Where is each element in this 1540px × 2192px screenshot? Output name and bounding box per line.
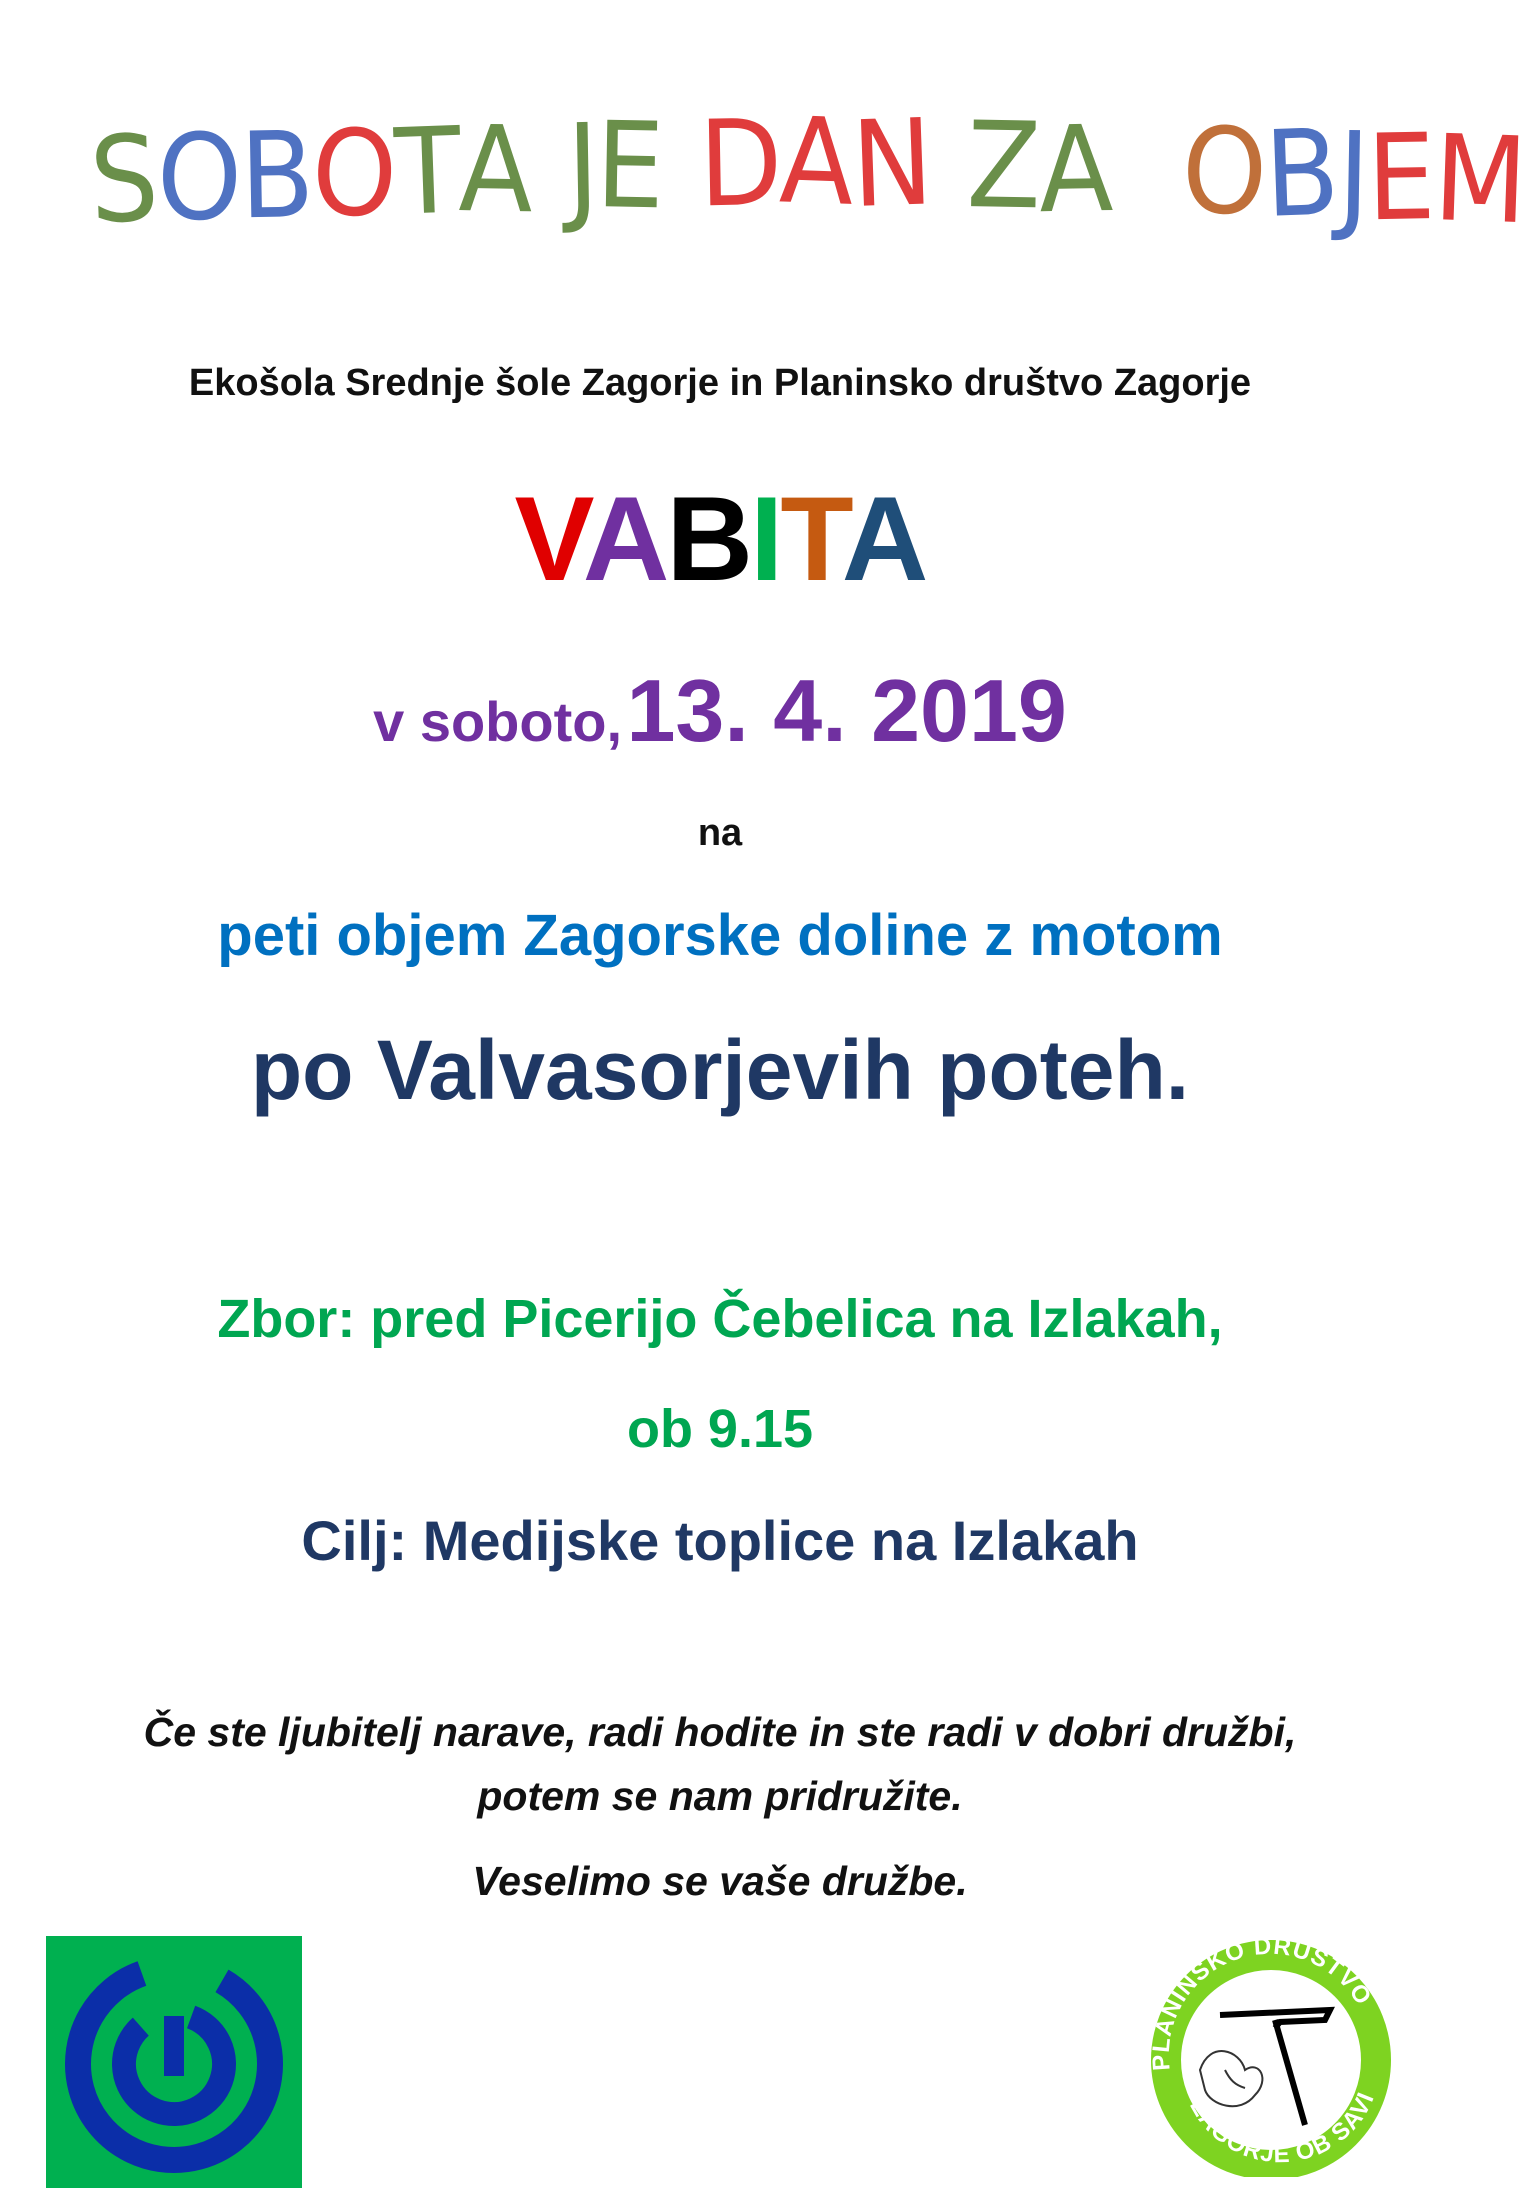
title-letter: O [155,109,241,248]
destination: Cilj: Medijske toplice na Izlakah [301,1509,1139,1572]
planinsko-drustvo-logo [1130,1920,1412,2177]
title-letter: E [595,97,664,236]
title-letter: J [1336,107,1369,246]
logo-text-top: PLANINSKO DRUŠTVO [1147,1932,1378,2072]
title-letter: A [1037,101,1112,240]
invite-letter: I [750,472,781,606]
title-letter: E [1366,109,1435,248]
poster-title [87,92,1528,280]
title-letter: B [1263,104,1340,245]
date-line [0,660,1440,762]
title-letter: N [849,94,933,235]
eco-school-logo [46,1936,302,2188]
organizers-line: Ekošola Srednje šole Zagorje in Planinsko društvo Zagorje [188,362,1252,404]
meeting-time: ob 9.15 [626,1399,814,1459]
meeting-point: Zbor: pred Picerijo Čebelica na Izlakah, [217,1289,1223,1349]
date-prefix: v soboto, [373,690,623,753]
invite-letter: B [666,472,751,606]
title-letter: S [87,110,159,251]
invite-heading [0,470,1440,608]
title-letter: Z [965,97,1040,236]
closing-line: Veselimo se vaše družbe. [472,1858,968,1904]
title-letter: O [1180,102,1268,243]
na-connector: na [697,812,743,854]
event-motto: po Valvasorjevih poteh. [250,1023,1190,1117]
invite-letter: T [780,472,842,606]
title-letter: B [238,107,313,246]
title-letter: D [697,95,782,234]
logo-text-bottom: ZAGORJE OB SAVI [1184,2088,1380,2169]
invitation-line: Če ste ljubitelj narave, radi hodite in ste radi v dobri družbi, [143,1709,1297,1755]
title-letter: O [309,104,398,245]
title-letter: T [392,102,462,243]
invitation-text [0,1700,1440,1828]
invite-letter: A [841,472,926,606]
invite-letter: V [514,472,583,606]
event-date: 13. 4. 2019 [626,661,1067,760]
invite-letter: A [582,472,667,606]
title-letter: A [777,92,855,233]
title-letter: A [457,101,532,240]
invitation-line: potem se nam pridružite. [477,1773,963,1819]
title-letter: M [1431,110,1528,251]
title-letter: J [565,99,598,238]
event-name: peti objem Zagorske doline z motom [217,903,1223,968]
